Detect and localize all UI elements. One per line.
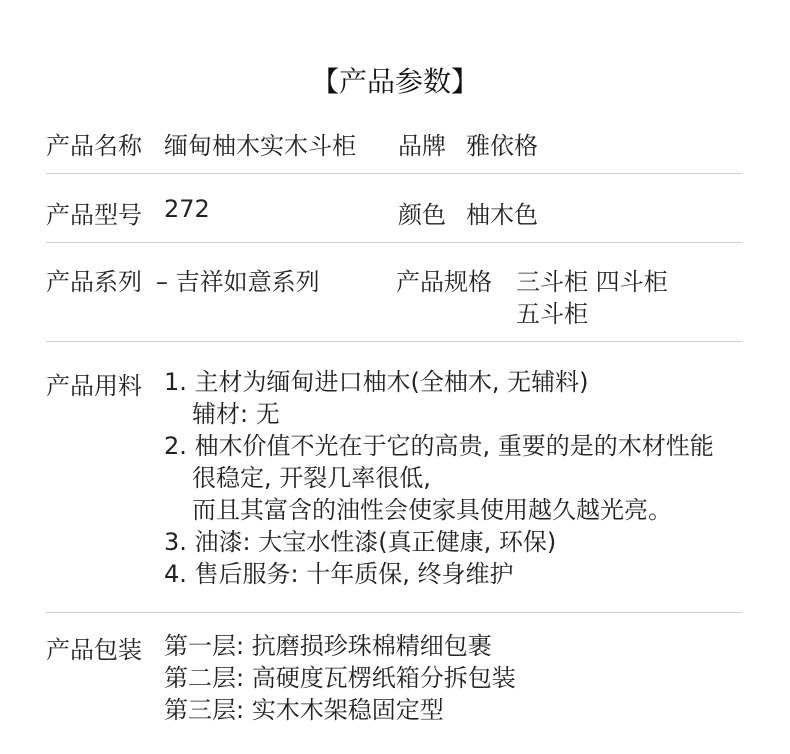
- spec-value-line-1: 三斗柜 四斗柜: [516, 268, 668, 296]
- materials-line: 4. 售后服务: 十年质保, 终身维护: [164, 560, 514, 588]
- page-title: 【产品参数】: [310, 65, 479, 98]
- spec-label: 产品规格: [396, 268, 492, 296]
- materials-line: 而且其富含的油性会使家具使用越久越光亮。: [192, 496, 672, 524]
- spec-value-line-2: 五斗柜: [516, 300, 588, 328]
- materials-line: 3. 油漆: 大宝水性漆(真正健康, 环保): [164, 528, 557, 556]
- brand-label: 品牌: [398, 132, 446, 160]
- color-value: 柚木色: [466, 201, 538, 229]
- materials-label: 产品用料: [46, 372, 142, 400]
- materials-line: 1. 主材为缅甸进口柚木(全柚木, 无辅料): [164, 368, 589, 396]
- product-name-value: 缅甸柚木实木斗柜: [164, 132, 356, 160]
- model-value: 272: [164, 195, 210, 223]
- divider: [46, 173, 742, 174]
- series-label: 产品系列: [46, 268, 142, 296]
- divider: [46, 612, 742, 613]
- materials-line: 2. 柚木价值不光在于它的高贵, 重要的是的木材性能: [164, 432, 714, 460]
- series-value: – 吉祥如意系列: [156, 268, 320, 296]
- brand-value: 雅依格: [466, 132, 538, 160]
- divider: [46, 242, 742, 243]
- product-name-label: 产品名称: [46, 132, 142, 160]
- divider: [46, 341, 742, 342]
- packaging-line: 第一层: 抗磨损珍珠棉精细包裹: [164, 632, 492, 660]
- color-label: 颜色: [398, 201, 446, 229]
- materials-line: 辅材: 无: [192, 400, 280, 428]
- packaging-line: 第二层: 高硬度瓦楞纸箱分拆包装: [164, 664, 516, 692]
- packaging-line: 第三层: 实木木架稳固定型: [164, 696, 444, 724]
- model-label: 产品型号: [46, 201, 142, 229]
- materials-line: 很稳定, 开裂几率很低,: [192, 464, 431, 492]
- packaging-label: 产品包装: [46, 636, 142, 664]
